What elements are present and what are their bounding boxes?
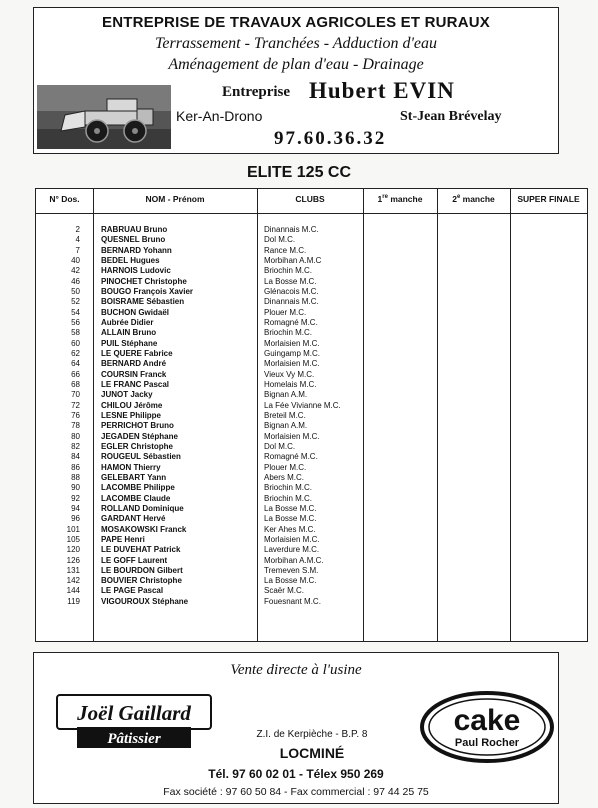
town-right: St-Jean Brévelay — [400, 109, 502, 124]
cake-paul-rocher-logo — [419, 690, 555, 764]
joel-gaillard-logo — [55, 693, 213, 751]
table-row — [36, 494, 587, 504]
rider-number: 58 — [71, 328, 80, 338]
rider-club: La Bosse M.C. — [264, 503, 317, 513]
table-row — [36, 432, 587, 442]
rider-name: ROUGEUL Sébastien — [101, 452, 181, 462]
rider-number: 101 — [66, 524, 80, 534]
ad-services-line-2: Aménagement de plan d'eau - Drainage — [168, 56, 424, 73]
table-row — [36, 473, 587, 483]
header-club: CLUBS — [295, 194, 325, 204]
company-owner-name: Hubert EVIN — [309, 78, 455, 103]
table-row — [36, 297, 587, 307]
rider-name: JEGADEN Stéphane — [101, 431, 178, 441]
rider-name: BOUGO François Xavier — [101, 286, 194, 296]
rider-number: 90 — [71, 483, 80, 493]
rider-name: LE FRANC Pascal — [101, 379, 170, 389]
rider-club: Laverdure M.C. — [264, 545, 320, 555]
rider-name: Aubrée Didier — [101, 317, 154, 327]
header-name: NOM - Prénom — [145, 194, 205, 204]
rider-club: Briochin M.C. — [264, 483, 313, 493]
table-row — [36, 442, 587, 452]
rider-number: 84 — [71, 452, 80, 462]
table-row — [36, 525, 587, 535]
rider-club: Morlaisien M.C. — [264, 431, 320, 441]
table-row — [36, 339, 587, 349]
logo-right-title: cake — [453, 704, 521, 737]
header-manche-2: 2e manche — [452, 194, 495, 204]
rider-club: Morbihan A.M.C. — [264, 555, 324, 565]
category-title: ELITE 125 CC — [246, 164, 352, 181]
rider-number: 64 — [71, 359, 80, 369]
rider-number: 46 — [71, 276, 80, 286]
rider-number: 86 — [71, 462, 80, 472]
rider-club: Glénacois M.C. — [264, 286, 319, 296]
rider-number: 68 — [71, 379, 80, 389]
rider-number: 94 — [71, 503, 80, 513]
rider-club: Briochin M.C. — [264, 328, 313, 338]
rider-name: QUESNEL Bruno — [101, 235, 166, 245]
table-row — [36, 421, 587, 431]
top-advertisement — [33, 7, 559, 154]
table-row — [36, 597, 587, 607]
rider-club: La Bosse M.C. — [264, 514, 317, 524]
ad-services-line-1: Terrassement - Tranchées - Adduction d'eau — [154, 35, 438, 52]
table-row — [36, 586, 587, 596]
table-row — [36, 287, 587, 297]
rider-club: Morlaisien M.C. — [264, 338, 320, 348]
town-left: Ker-An-Drono — [176, 108, 263, 124]
company-fax: Fax société : 97 60 50 84 - Fax commercial : 97 44 25 75 — [163, 786, 429, 798]
rider-name: JUNOT Jacky — [101, 390, 153, 400]
table-row — [36, 535, 587, 545]
table-row — [36, 504, 587, 514]
rider-name: VIGOUROUX Stéphane — [101, 596, 189, 606]
rider-name: LACOMBE Claude — [101, 493, 171, 503]
rider-number: 62 — [71, 348, 80, 358]
rider-name: BERNARD André — [101, 359, 167, 369]
rider-name: BOUVIER Christophe — [101, 576, 182, 586]
rider-club: Romagné M.C. — [264, 452, 318, 462]
table-row — [36, 308, 587, 318]
rider-club: Plouer M.C. — [264, 307, 307, 317]
rider-name: PUIL Stéphane — [101, 338, 158, 348]
bulldozer-photo — [37, 85, 171, 149]
rider-club: Morbihan A.M.C — [264, 255, 322, 265]
rider-name: LE GOFF Laurent — [101, 555, 168, 565]
rider-name: LACOMBE Philippe — [101, 483, 175, 493]
rider-name: MOSAKOWSKI Franck — [101, 524, 187, 534]
rider-name: ALLAIN Bruno — [101, 328, 157, 338]
table-row — [36, 225, 587, 235]
rider-number: 60 — [71, 338, 80, 348]
rider-name: BUCHON Gwidaël — [101, 307, 170, 317]
rider-number: 66 — [71, 369, 80, 379]
rider-name: BEDEL Hugues — [101, 255, 160, 265]
rider-number: 70 — [71, 390, 80, 400]
rider-club: Romagné M.C. — [264, 317, 318, 327]
rider-number: 82 — [71, 441, 80, 451]
rider-club: La Bosse M.C. — [264, 276, 317, 286]
rider-club: Briochin M.C. — [264, 266, 313, 276]
table-row — [36, 566, 587, 576]
table-row — [36, 256, 587, 266]
header-super-finale: SUPER FINALE — [517, 194, 580, 204]
rider-number: 54 — [71, 307, 80, 317]
bottom-advertisement — [33, 652, 559, 804]
rider-club: Dol M.C. — [264, 441, 296, 451]
rider-club: Fouesnant M.C. — [264, 596, 321, 606]
rider-club: Breteil M.C. — [264, 410, 306, 420]
rider-club: Morlaisien M.C. — [264, 534, 320, 544]
table-row — [36, 452, 587, 462]
rider-number: 92 — [71, 493, 80, 503]
table-row — [36, 380, 587, 390]
table-row — [36, 246, 587, 256]
rider-club: La Bosse M.C. — [264, 576, 317, 586]
rider-name: HARNOIS Ludovic — [101, 266, 171, 276]
rider-name: HAMON Thierry — [101, 462, 161, 472]
rider-name: PINOCHET Christophe — [101, 276, 187, 286]
company-telephone: Tél. 97 60 02 01 - Télex 950 269 — [208, 767, 384, 781]
logo-left-title: Joël Gaillard — [77, 701, 191, 725]
rider-number: 42 — [71, 266, 80, 276]
rider-name: COURSIN Franck — [101, 369, 167, 379]
rider-club: Dinannais M.C. — [264, 297, 319, 307]
rider-number: 52 — [71, 297, 80, 307]
rider-number: 144 — [66, 586, 80, 596]
rider-number: 50 — [71, 286, 80, 296]
rider-number: 88 — [71, 472, 80, 482]
table-row — [36, 463, 587, 473]
results-rows — [36, 225, 587, 607]
rider-number: 126 — [66, 555, 80, 565]
header-divider — [36, 213, 587, 214]
table-row — [36, 318, 587, 328]
rider-club: Vieux Vy M.C. — [264, 369, 315, 379]
rider-number: 142 — [66, 576, 80, 586]
ad-phone-number: 97.60.36.32 — [274, 128, 387, 149]
rider-number: 76 — [71, 410, 80, 420]
results-table — [35, 188, 588, 642]
rider-name: LE PAGE Pascal — [101, 586, 164, 596]
table-row — [36, 576, 587, 586]
rider-club: Ker Ahes M.C. — [264, 524, 316, 534]
rider-club: Dol M.C. — [264, 235, 296, 245]
entreprise-label: Entreprise — [222, 84, 291, 100]
rider-name: PAPE Henri — [101, 534, 145, 544]
vente-directe-text: Vente directe à l'usine — [230, 662, 362, 678]
table-row — [36, 411, 587, 421]
table-row — [36, 266, 587, 276]
table-row — [36, 401, 587, 411]
table-row — [36, 483, 587, 493]
table-row — [36, 359, 587, 369]
loader-machine-icon — [37, 85, 171, 149]
rider-name: RABRUAU Bruno — [101, 225, 168, 234]
table-row — [36, 328, 587, 338]
rider-club: Abers M.C. — [264, 472, 305, 482]
rider-club: Rance M.C. — [264, 245, 307, 255]
table-row — [36, 514, 587, 524]
rider-club: Briochin M.C. — [264, 493, 313, 503]
rider-number: 96 — [71, 514, 80, 524]
table-row — [36, 390, 587, 400]
rider-number: 120 — [66, 545, 80, 555]
rider-name: CHILOU Jérôme — [101, 400, 163, 410]
rider-club: Bignan A.M. — [264, 390, 308, 400]
rider-club: Homelais M.C. — [264, 379, 317, 389]
rider-number: 2 — [75, 225, 80, 234]
rider-name: LE BOURDON Gilbert — [101, 565, 183, 575]
table-row — [36, 545, 587, 555]
rider-name: PERRICHOT Bruno — [101, 421, 174, 431]
rider-number: 131 — [66, 565, 80, 575]
rider-club: La Fée Vivianne M.C. — [264, 400, 341, 410]
table-row — [36, 556, 587, 566]
rider-club: Morlaisien M.C. — [264, 359, 320, 369]
table-row — [36, 349, 587, 359]
rider-name: ROLLAND Dominique — [101, 503, 184, 513]
rider-name: LE QUERE Fabrice — [101, 348, 173, 358]
rider-number: 119 — [67, 596, 80, 606]
header-manche-1: 1re manche — [377, 194, 423, 204]
rider-name: BERNARD Yohann — [101, 245, 172, 255]
rider-number: 40 — [71, 255, 80, 265]
rider-name: LESNE Philippe — [101, 410, 162, 420]
rider-club: Scaër M.C. — [264, 586, 305, 596]
table-row — [36, 235, 587, 245]
rider-number: 56 — [71, 317, 80, 327]
rider-name: GARDANT Hervé — [101, 514, 166, 524]
rider-club: Dinannais M.C. — [264, 225, 319, 234]
rider-name: EGLER Christophe — [101, 441, 174, 451]
rider-number: 105 — [66, 534, 80, 544]
rider-name: GELEBART Yann — [101, 472, 167, 482]
company-address: Z.I. de Kerpièche - B.P. 8 — [256, 729, 368, 740]
logo-right-subtitle: Paul Rocher — [454, 737, 520, 749]
rider-club: Bignan A.M. — [264, 421, 308, 431]
rider-number: 72 — [71, 400, 80, 410]
rider-number: 80 — [71, 431, 80, 441]
rider-club: Tremeven S.M. — [264, 565, 319, 575]
rider-number: 4 — [75, 235, 80, 245]
rider-club: Guingamp M.C. — [264, 348, 321, 358]
logo-left-subtitle: Pâtissier — [107, 731, 161, 747]
table-row — [36, 370, 587, 380]
company-city: LOCMINÉ — [279, 745, 345, 761]
rider-name: LE DUVEHAT Patrick — [101, 545, 181, 555]
table-row — [36, 277, 587, 287]
header-dos: N° Dos. — [49, 194, 80, 204]
rider-number: 78 — [71, 421, 80, 431]
rider-number: 7 — [75, 245, 80, 255]
rider-club: Plouer M.C. — [264, 462, 307, 472]
rider-name: BOISRAME Sébastien — [101, 297, 185, 307]
ad-headline: ENTREPRISE DE TRAVAUX AGRICOLES ET RURAUX — [102, 14, 490, 31]
